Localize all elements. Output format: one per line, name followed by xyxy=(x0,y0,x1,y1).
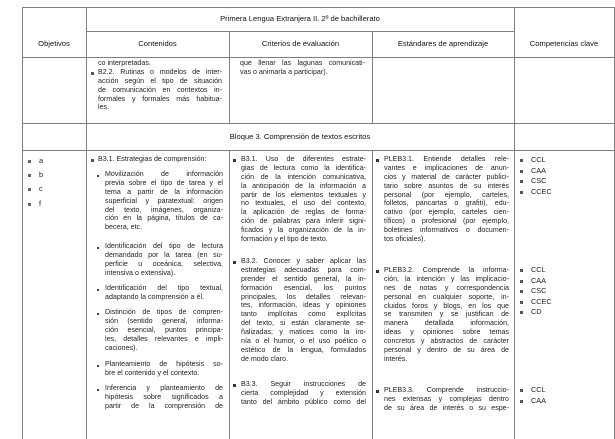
text-line: B3.1. Estrategias de comprensión: xyxy=(98,155,207,163)
criterio-item xyxy=(241,155,366,244)
text-line: vas o animarla a participar). xyxy=(240,67,328,76)
competencias-list xyxy=(519,385,546,406)
text-line: la aplicación de reglas de forma- xyxy=(241,208,366,217)
text-line: Movilización de información xyxy=(105,170,223,178)
objetivo-item: b xyxy=(28,168,43,182)
text-line: superficial y paratextual: origen xyxy=(105,196,223,205)
contenido-item xyxy=(105,308,223,352)
text-line: del texto, imágenes, organiza- xyxy=(105,205,223,214)
text-line: principales, los detalles relevan- xyxy=(241,292,366,301)
contenido-item xyxy=(105,384,223,411)
text-line: previa sobre el tipo de tarea y el xyxy=(105,178,223,187)
text-line: tema a partir de la información xyxy=(105,187,223,196)
text-line: nes de notas y correspondencia xyxy=(384,283,509,292)
bullet-icon xyxy=(233,261,236,264)
text-line: personal en cualquier soporte, in- xyxy=(384,292,509,301)
dash-icon xyxy=(97,175,99,177)
estandar-item xyxy=(384,155,509,244)
text-line: les, detalles relevantes e impli- xyxy=(105,334,223,343)
bullet-icon xyxy=(376,390,379,393)
contenido-item xyxy=(105,284,223,302)
col-estandares: Estándares de aprendizaje xyxy=(397,39,489,48)
text-line: interés. xyxy=(384,354,408,363)
text-line: que llenar las lagunas comunicati- xyxy=(240,59,365,67)
text-line: PLEB3.2. Comprende la informa- xyxy=(384,266,509,274)
text-line: Inferencia y planteamiento de xyxy=(105,384,223,392)
contenido-item xyxy=(105,170,223,232)
text-line: nes extensas y complejas dentro xyxy=(384,394,509,403)
text-line: cierta complejidad y extensión xyxy=(241,388,366,397)
text-line: no textuales, el uso del contexto, xyxy=(241,199,366,208)
col-competencias: Competencias clave xyxy=(529,39,599,48)
text-line: cluidos foros y blogs, en los que xyxy=(384,301,509,310)
text-line: ción, la intención y las implicacio- xyxy=(384,274,509,283)
text-line: cios y material de carácter publici- xyxy=(384,172,509,181)
text-line: tario sobre asuntos de su interés xyxy=(384,181,509,190)
text-line: tanto implícitas como explícitas xyxy=(241,310,366,319)
competencia-item: CCEC xyxy=(519,187,552,198)
rule xyxy=(22,7,23,439)
competencia-item: CSC xyxy=(519,286,552,297)
text-line: sión (sentido general, informa- xyxy=(105,316,223,325)
bullet-icon xyxy=(91,159,94,162)
text-line: B3.1. Uso de diferentes estrate- xyxy=(241,155,366,163)
col-contenidos: Contenidos xyxy=(138,39,177,48)
continued-contenidos xyxy=(98,59,222,112)
estandar-item xyxy=(384,386,509,413)
rule xyxy=(22,57,615,58)
text-line: partir de la comprensión de xyxy=(105,401,223,410)
competencia-item: CCEC xyxy=(519,297,552,308)
text-line: formación esencial, los puntos xyxy=(241,283,366,292)
bullet-icon xyxy=(376,270,379,273)
text-line: la anticipación de la información a xyxy=(241,181,366,190)
text-line: nía o el humor, o el uso poético o xyxy=(241,337,366,346)
continued-criterios xyxy=(240,59,365,77)
text-line: PLEB3.1. Entiende detalles rele- xyxy=(384,155,509,163)
text-line: tes, información, ideas y opiniones xyxy=(241,301,366,310)
bullet-icon xyxy=(233,384,236,387)
competencia-item: CAA xyxy=(519,166,552,177)
text-line: demandado por la tarea (en su- xyxy=(105,250,223,259)
text-line: Distinción de tipos de compren- xyxy=(105,308,223,316)
contenido-item xyxy=(105,242,223,278)
competencia-item: CAA xyxy=(519,276,552,287)
text-line: acción según el tipo de situación xyxy=(98,76,222,85)
text-line: ñalizadas; y matices como la iro- xyxy=(241,328,366,337)
objetivo-item: c xyxy=(28,182,43,196)
text-line: adaptando la comprensión a él. xyxy=(105,292,204,301)
text-line: manera detallada información, xyxy=(384,319,509,328)
bullet-icon xyxy=(376,159,379,162)
competencias-list xyxy=(519,265,552,318)
text-line: estético de la lengua, formulados xyxy=(241,345,366,354)
rule xyxy=(86,7,87,439)
text-line: ción esencial, puntos principa- xyxy=(105,325,223,334)
competencia-item: CAA xyxy=(519,396,546,407)
text-line: tíficos) o profesional (por ejemplo, xyxy=(384,217,509,226)
text-line: personal (por ejemplo, carteles, xyxy=(384,190,509,199)
text-line: les. xyxy=(98,103,110,112)
text-line: formación y el tipo de texto. xyxy=(241,235,328,244)
competencia-item: CCL xyxy=(519,155,552,166)
text-line: ideas y opiniones sobre temas xyxy=(384,328,509,337)
text-line: personal y dentro de su área de xyxy=(384,346,509,355)
table-title: Primera Lengua Extranjera II. 2º de bachillerato xyxy=(220,14,380,23)
contenidos-heading xyxy=(98,155,222,164)
competencia-item: CCL xyxy=(519,385,546,396)
estandar-item xyxy=(384,266,509,364)
dash-icon xyxy=(97,247,99,249)
text-line: estrategias adecuadas para com- xyxy=(241,265,366,274)
rule xyxy=(514,7,515,439)
bullet-icon xyxy=(91,72,94,75)
objetivo-item: a xyxy=(28,154,43,168)
rule xyxy=(22,123,615,124)
criterio-item xyxy=(241,380,366,407)
rule xyxy=(229,150,230,439)
text-line: formales y formales más habitua- xyxy=(98,94,222,103)
col-criterios: Criterios de evaluación xyxy=(261,39,340,48)
text-line: intensiva o extensiva). xyxy=(105,268,176,277)
rule xyxy=(22,7,615,8)
text-line: se transmiten y se justifican de xyxy=(384,310,509,319)
text-line: Identificación del tipo textual, xyxy=(105,284,223,292)
rule xyxy=(372,150,373,439)
text-line: del texto, si están claramente se- xyxy=(241,319,366,328)
contenido-item xyxy=(105,360,223,378)
text-line: perficie u oceánica, selectiva, xyxy=(105,259,223,268)
text-line: folletos, pancartas o grafiti), edu- xyxy=(384,199,509,208)
text-line: PLEB3.3. Comprende instruccio- xyxy=(384,386,509,394)
text-line: Identificación del tipo de lectura xyxy=(105,242,223,250)
text-line: de su área de interés o su espe- xyxy=(384,403,509,412)
rule xyxy=(86,31,514,32)
text-line: ción de la intención comunicativa, xyxy=(241,172,366,181)
bullet-icon xyxy=(233,159,236,162)
text-line: Planteamiento de hipótesis so- xyxy=(105,360,223,368)
text-line: ficados y la organización de la in- xyxy=(241,226,366,235)
text-line: hipótesis sobre significados a xyxy=(105,392,223,401)
text-line: becera, etc. xyxy=(105,223,143,232)
objetivo-item: f xyxy=(28,197,43,211)
text-line: B2.2. Rutinas o modelos de inter- xyxy=(98,67,222,76)
text-line: de comunicación en contextos in- xyxy=(98,85,222,94)
text-line: boletines informativos o documen- xyxy=(384,226,509,235)
criterio-item xyxy=(241,257,366,364)
text-line: gias de lectura como la identifica- xyxy=(241,163,366,172)
text-line: bre el contenido y el contexto. xyxy=(105,368,200,377)
text-line: ción de palabras para inferir signi- xyxy=(241,217,366,226)
text-line: partir de los elementos textuales y xyxy=(241,190,366,199)
competencias-list xyxy=(519,155,552,197)
text-line: co interpretadas. xyxy=(98,59,151,67)
objetivos-list xyxy=(28,154,43,211)
text-line: prender el sentido general, la in- xyxy=(241,274,366,283)
text-line: de modo claro. xyxy=(241,354,288,363)
text-line: B3.2. Conocer y saber aplicar las xyxy=(241,257,366,265)
text-line: B3.3. Seguir instrucciones de xyxy=(241,380,366,388)
text-line: caciones). xyxy=(105,343,138,352)
text-line: ción en la página, títulos de ca- xyxy=(105,214,223,223)
col-objetivos: Objetivos xyxy=(38,39,70,48)
competencia-item: CSC xyxy=(519,176,552,187)
dash-icon xyxy=(97,289,99,291)
text-line: vantes e implicaciones de anun- xyxy=(384,163,509,172)
competencia-item: CD xyxy=(519,307,552,318)
bloque-title: Bloque 3. Comprensión de textos escritos xyxy=(229,132,371,141)
text-line: tos oficiales). xyxy=(384,235,426,244)
text-line: tanto del ámbito público como del xyxy=(241,397,366,406)
text-line: concretos y abstractos de carácter xyxy=(384,337,509,346)
dash-icon xyxy=(97,365,99,367)
text-line: cativo (por ejemplo, carteles cien- xyxy=(384,208,509,217)
dash-icon xyxy=(97,389,99,391)
dash-icon xyxy=(97,313,99,315)
rule xyxy=(22,150,615,151)
competencia-item: CCL xyxy=(519,265,552,276)
